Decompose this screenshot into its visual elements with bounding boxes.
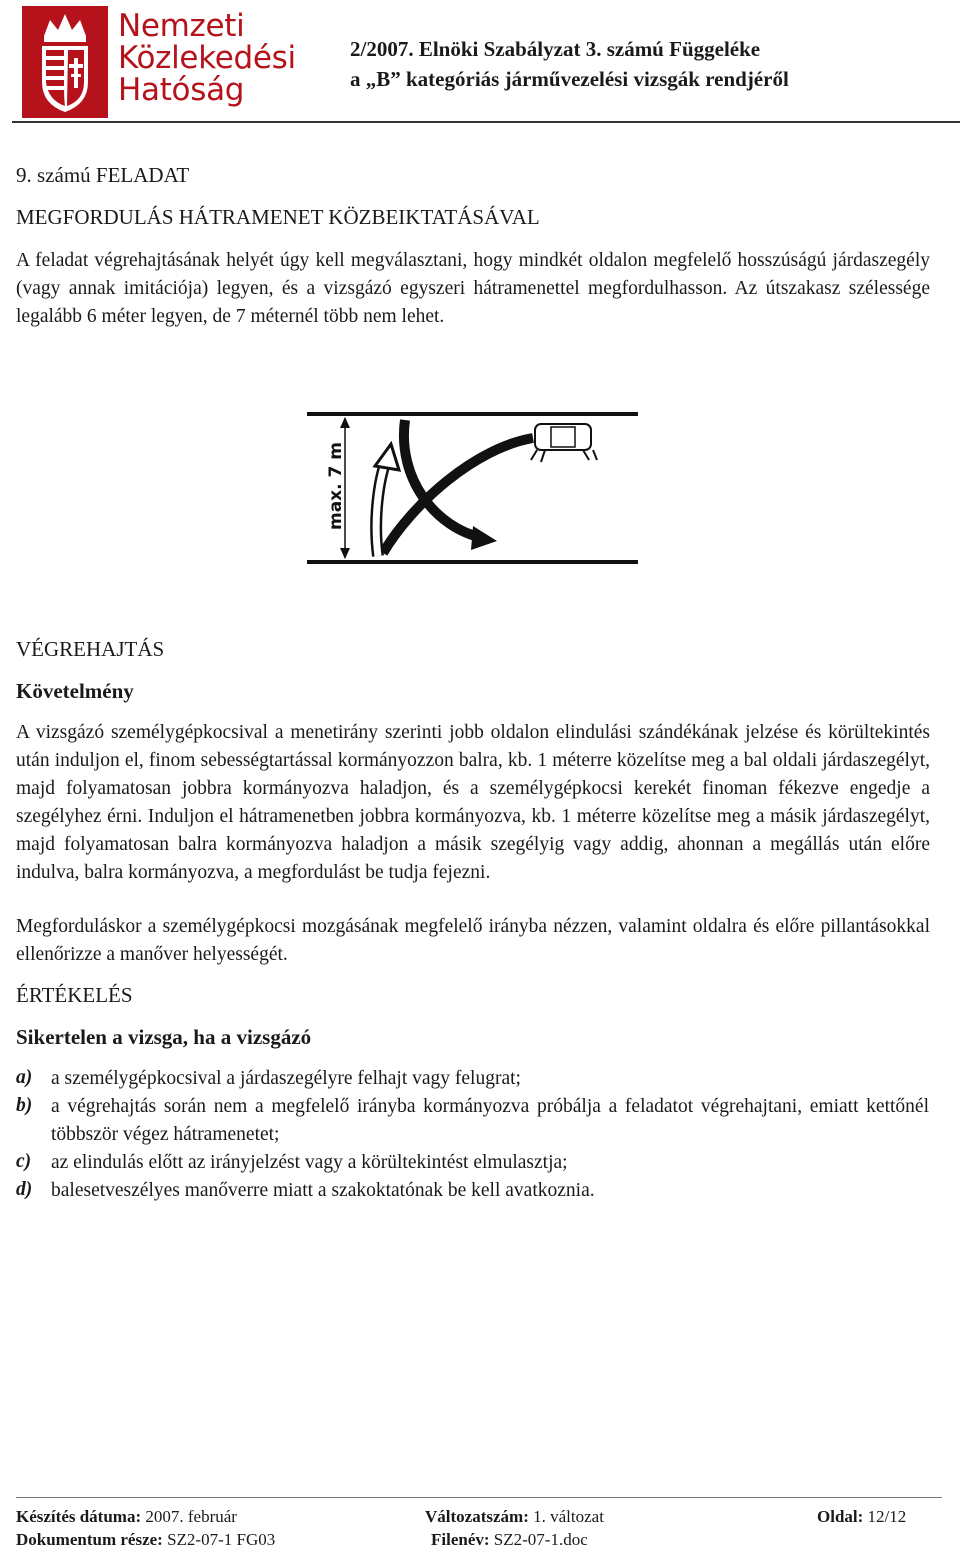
width-dimension-label: max. 7 m	[326, 442, 346, 530]
fail-conditions-subheading: Sikertelen a vizsga, ha a vizsgázó	[16, 1025, 312, 1049]
footer-document-part	[16, 1530, 275, 1550]
document-header-title	[350, 34, 789, 94]
maneuver-diagram	[305, 408, 640, 568]
list-item-label: c)	[16, 1151, 32, 1172]
footer-label: Oldal:	[817, 1507, 864, 1526]
logo-line: Hatóság	[118, 72, 245, 108]
footer-divider	[16, 1497, 942, 1498]
logo-line: Közlekedési	[118, 40, 296, 76]
arrow-head	[471, 526, 497, 550]
header-divider	[12, 121, 960, 123]
footer-value: 2007. február	[145, 1507, 237, 1526]
footer-value: SZ2-07-1 FG03	[167, 1530, 276, 1549]
task-number: 9. számú FELADAT	[16, 163, 190, 187]
task-title: MEGFORDULÁS HÁTRAMENET KÖZBEIKTATÁSÁVAL	[16, 205, 540, 229]
footer-created-date	[16, 1507, 237, 1527]
list-item-label: b)	[16, 1095, 33, 1116]
arrow-head	[375, 444, 399, 470]
logo-line: Nemzeti	[118, 8, 245, 44]
footer-filename	[431, 1530, 588, 1550]
list-item-text: a végrehajtás során nem a megfelelő irányba kormányozva próbálja a feladatot végrehajtani, emiatt kettőnél többször végez hátramenetet;	[51, 1096, 929, 1145]
list-item-label: a)	[16, 1067, 33, 1088]
list-item-label: d)	[16, 1179, 33, 1200]
coat-of-arms-logo	[22, 6, 108, 118]
car-icon	[531, 424, 597, 462]
footer-label: Készítés dátuma:	[16, 1507, 142, 1526]
list-item-text: az elindulás előtt az irányjelzést vagy a körültekintést elmulasztja;	[51, 1152, 568, 1173]
footer-label: Filenév:	[431, 1530, 490, 1549]
authority-logo-text	[118, 10, 296, 106]
footer-version	[425, 1507, 604, 1527]
footer-value: 12/12	[867, 1507, 907, 1526]
list-item-text: a személygépkocsival a járdaszegélyre felhajt vagy felugrat;	[51, 1068, 521, 1089]
footer-value: SZ2-07-1.doc	[493, 1530, 588, 1549]
footer-label: Dokumentum része:	[16, 1530, 163, 1549]
footer-value: 1. változat	[533, 1507, 604, 1526]
evaluation-heading: ÉRTÉKELÉS	[16, 983, 133, 1007]
footer-label: Változatszám:	[425, 1507, 529, 1526]
header-title-line2: a „B” kategóriás járművezelési vizsgák rendjéről	[350, 67, 789, 91]
execution-text-2: Megforduláskor a személygépkocsi mozgásának megfelelő irányba nézzen, valamint oldalra és előre pillantásokkal ellenőrizze a manőver helyességét.	[16, 916, 930, 965]
task-intro: A feladat végrehajtásának helyét úgy kell megválasztani, hogy mindkét oldalon megfelelő hosszúságú járdaszegély (vagy annak imitációja) legyen, és a vizsgázó egyszeri hátramenettel megfordulhasson. Az útszakasz szélessége legalább 6 méter legyen, de 7 méternél több nem lehet.	[16, 250, 930, 327]
execution-heading: VÉGREHAJTÁS	[16, 637, 165, 661]
footer-page-number	[817, 1507, 906, 1527]
execution-text: A vizsgázó személygépkocsival a menetirány szerinti jobb oldalon elindulási szándékának jelzése és körültekintés után induljon el, finom sebességtartással kormányozzon balra, kb. 1 méterre közelítse meg a bal oldali járdaszegélyt, majd folyamatosan jobbra kormányozva haladjon, és a személygépkocsi kerekét finoman fékezve engedje a szegélyhez érni. Induljon el hátramenetben jobbra kormányozva, kb. 1 méterre közelítse meg a másik járdaszegélyt, majd folyamatosan balra kormányozva haladjon a másik szegélyig vagy addig, ahonnan a megállás után előre indulva, balra kormányozva, a megfordulást be tudja fejezni.	[16, 722, 930, 883]
header-title-line1: 2/2007. Elnöki Szabályzat 3. számú Függeléke	[350, 37, 761, 61]
requirement-subheading: Követelmény	[16, 679, 134, 703]
list-item-text: balesetveszélyes manőverre miatt a szakoktatónak be kell avatkoznia.	[51, 1180, 595, 1201]
